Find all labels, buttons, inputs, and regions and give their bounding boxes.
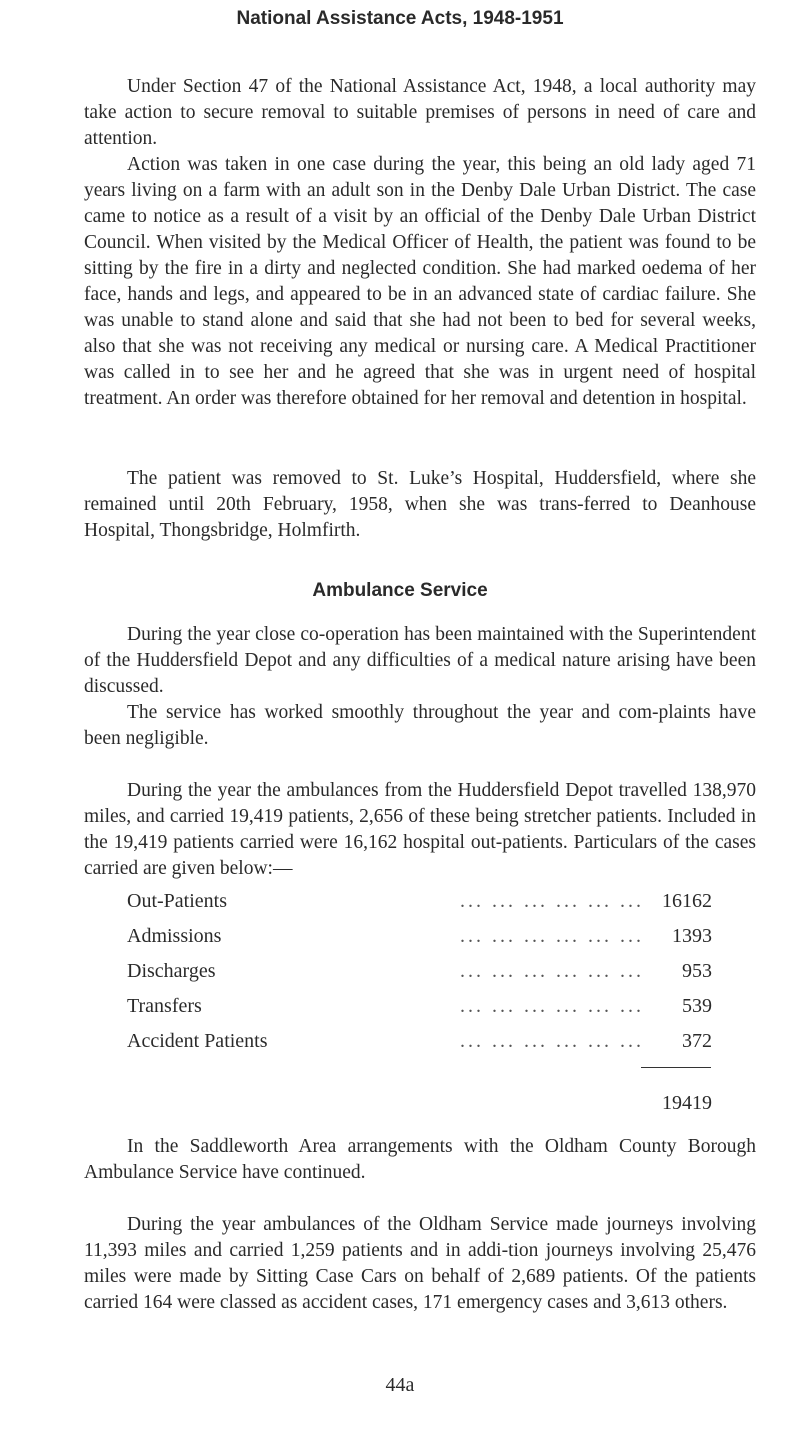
table-row	[127, 925, 712, 960]
total-rule	[641, 1067, 711, 1068]
paragraph-ambulance-statistics: During the year the ambulances from the Huddersfield Depot travelled 138,970 miles, and carried 19,419 patients, 2,656 of these being stretcher patients. Included in the 19,419 patients carried were 16,162 hospital out-patients. Particulars of the cases carried are given below:—	[84, 780, 756, 879]
paragraph-co-operation: During the year close co-operation has been maintained with the Superintendent of the Huddersfield Depot and any difficulties of a medical nature arising have been discussed.	[84, 624, 756, 697]
paragraph-saddleworth: In the Saddleworth Area arrangements with the Oldham County Borough Ambulance Service have continued.	[84, 1136, 756, 1183]
table-row	[127, 995, 712, 1030]
paragraph-section-47: Under Section 47 of the National Assistance Act, 1948, a local authority may take action to secure removal to suitable premises of persons in need of care and attention.	[84, 76, 756, 149]
paragraph-case-description: Action was taken in one case during the year, this being an old lady aged 71 years living on a farm with an adult son in the Denby Dale Urban District. The case came to notice as a result of a visit by an official of the Denby Dale Urban District Council. When visited by the Medical Officer of Health, the patient was found to be sitting by the fire in a dirty and neglected condition. She had marked oedema of her face, hands and legs, and appeared to be in an advanced state of cardiac failure. She was unable to stand alone and said that she had not been to bed for several weeks, also that she was not receiving any medical or nursing care. A Medical Practitioner was called in to see her and he agreed that she was in urgent need of hospital treatment. An order was therefore obtained for her removal and detention in hospital.	[84, 154, 756, 409]
row-label: Accident Patients	[127, 1030, 268, 1052]
row-label: Out-Patients	[127, 890, 227, 912]
dot-leader: ... ... ... ... ... ...	[460, 995, 644, 1017]
dot-leader: ... ... ... ... ... ...	[460, 890, 644, 912]
table-row	[127, 890, 712, 925]
page-heading: National Assistance Acts, 1948-1951	[236, 8, 564, 29]
row-value: 539	[682, 995, 712, 1017]
table-row	[127, 960, 712, 995]
cases-table	[127, 890, 712, 1065]
ambulance-service-heading: Ambulance Service	[312, 580, 488, 601]
row-value: 372	[682, 1030, 712, 1052]
paragraph-patient-removal: The patient was removed to St. Luke’s Hospital, Huddersfield, where she remained until 20th February, 1958, when she was trans-ferred to Deanhouse Hospital, Thongsbridge, Holmfirth.	[84, 468, 756, 541]
paragraph-service-smooth: The service has worked smoothly throughout the year and com-plaints have been negligible.	[84, 702, 756, 749]
row-label: Transfers	[127, 995, 202, 1017]
dot-leader: ... ... ... ... ... ...	[460, 960, 644, 982]
dot-leader: ... ... ... ... ... ...	[460, 1030, 644, 1052]
paragraph-oldham-service: During the year ambulances of the Oldham Service made journeys involving 11,393 miles and carried 1,259 patients and in addi-tion journeys involving 25,476 miles were made by Sitting Case Cars on behalf of 2,689 patients. Of the patients carried 164 were classed as accident cases, 171 emergency cases and 3,613 others.	[84, 1214, 756, 1313]
row-label: Admissions	[127, 925, 222, 947]
table-total: 19419	[662, 1092, 712, 1114]
dot-leader: ... ... ... ... ... ...	[460, 925, 644, 947]
row-value: 16162	[662, 890, 712, 912]
row-value: 1393	[672, 925, 712, 947]
table-row	[127, 1030, 712, 1065]
page-number: 44a	[385, 1374, 415, 1396]
row-value: 953	[682, 960, 712, 982]
row-label: Discharges	[127, 960, 216, 982]
